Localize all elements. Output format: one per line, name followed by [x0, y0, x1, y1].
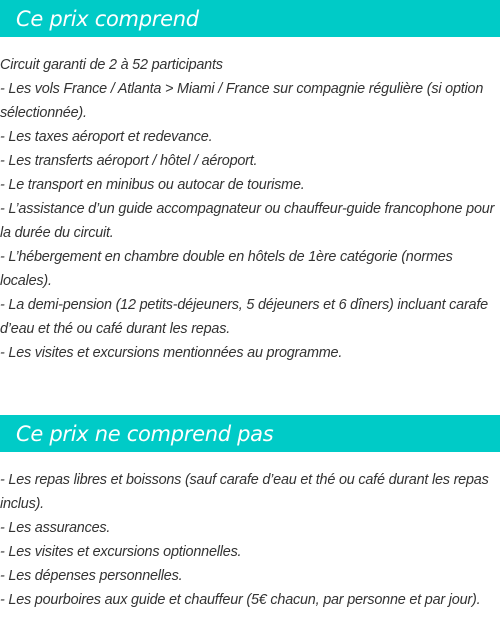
excludes-item: - Les assurances.	[0, 520, 111, 536]
includes-header	[0, 0, 500, 37]
excludes-list	[0, 468, 500, 612]
includes-title: Ce prix comprend	[16, 6, 199, 31]
includes-item: - L’hébergement en chambre double en hôtels de 1ère catégorie (normes locales).	[0, 249, 453, 289]
includes-item: - L’assistance d’un guide accompagnateur ou chauffeur-guide francophone pour la durée du circuit.	[0, 201, 495, 241]
excludes-item: - Les repas libres et boissons (sauf carafe d’eau et thé ou café durant les repas inclus).	[0, 472, 489, 512]
includes-item: - Les vols France / Atlanta > Miami / France sur compagnie régulière (si option sélectionnée).	[0, 81, 484, 121]
includes-item: - La demi-pension (12 petits-déjeuners, 5 déjeuners et 6 dîners) incluant carafe d’eau et thé ou café durant les repas.	[0, 297, 488, 337]
excludes-item: - Les dépenses personnelles.	[0, 568, 183, 584]
excludes-item: - Les visites et excursions optionnelles.	[0, 544, 242, 560]
excludes-header	[0, 415, 500, 452]
includes-item: - Les taxes aéroport et redevance.	[0, 129, 213, 145]
includes-item: - Les transferts aéroport / hôtel / aéroport.	[0, 153, 258, 169]
includes-item: - Le transport en minibus ou autocar de tourisme.	[0, 177, 305, 193]
includes-item: Circuit garanti de 2 à 52 participants	[0, 57, 223, 73]
includes-list	[0, 53, 500, 365]
excludes-item: - Les pourboires aux guide et chauffeur (5€ chacun, par personne et par jour).	[0, 592, 481, 608]
excludes-title: Ce prix ne comprend pas	[16, 421, 274, 446]
includes-item: - Les visites et excursions mentionnées au programme.	[0, 345, 343, 361]
